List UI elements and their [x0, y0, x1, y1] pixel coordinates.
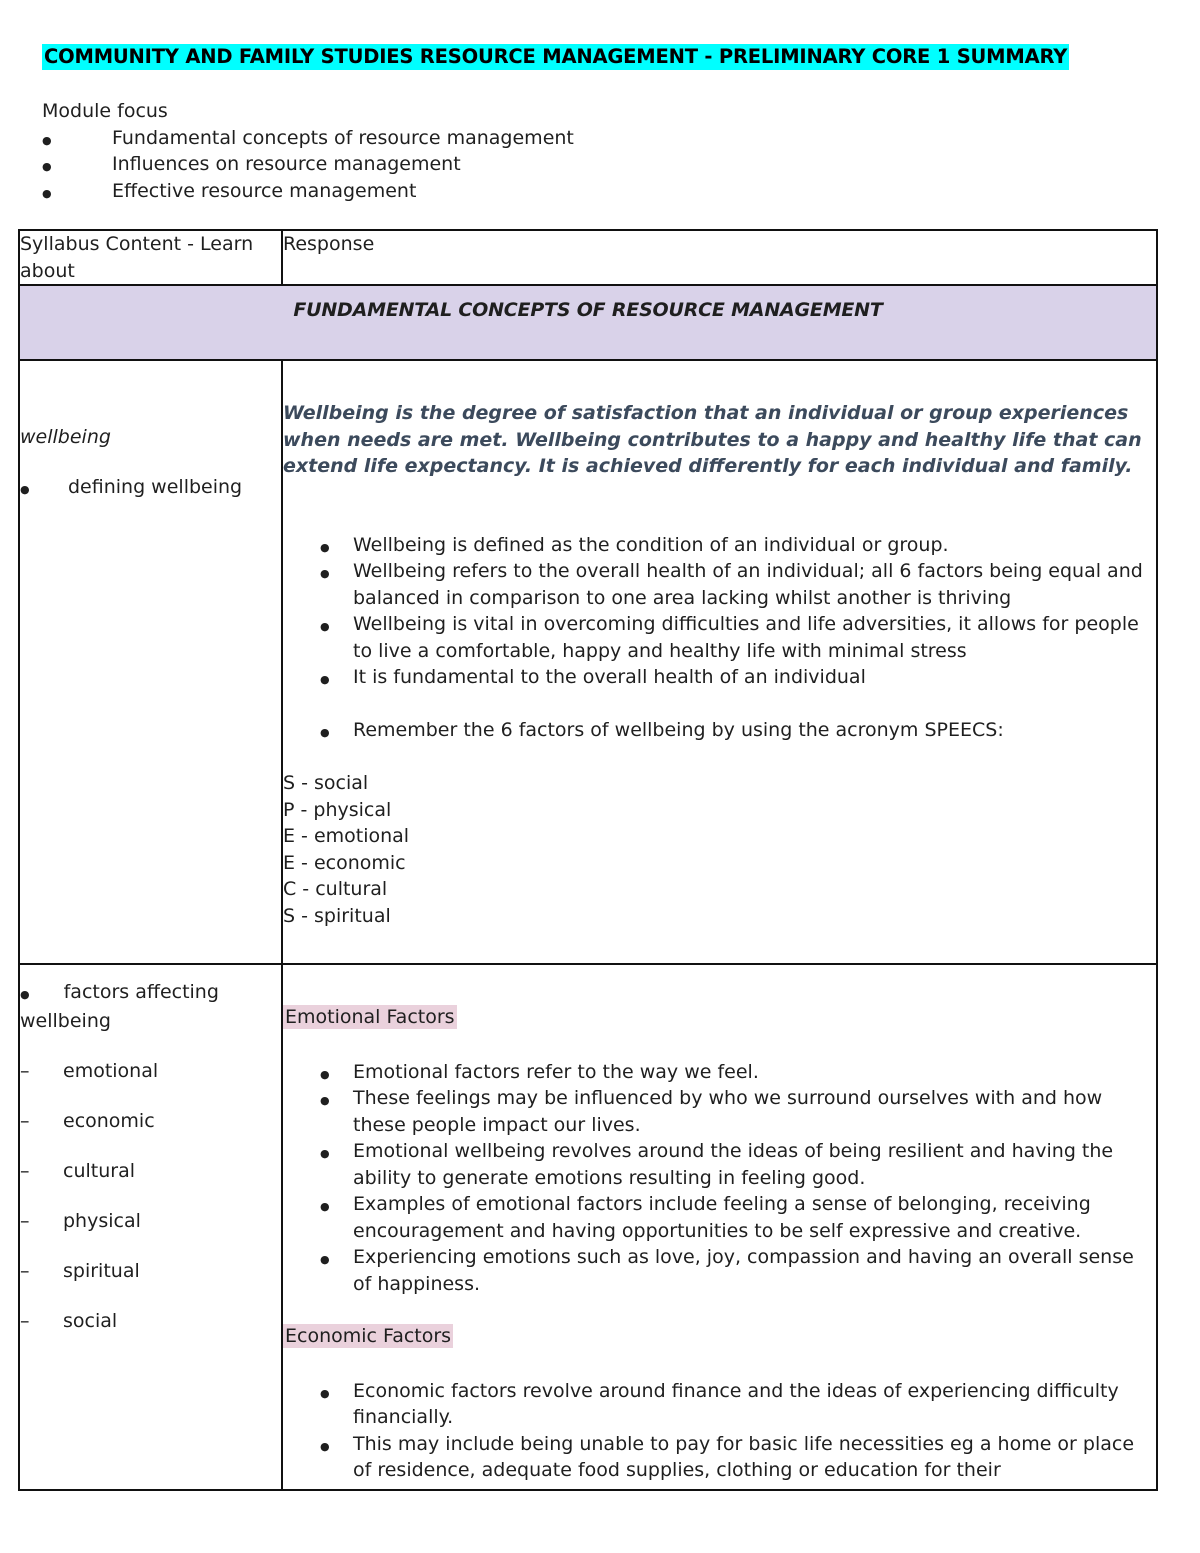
bullet-icon — [320, 1378, 330, 1408]
dash-icon: – — [20, 1110, 30, 1132]
list-item: ● Emotional wellbeing revolves around the ideas of being resilient and having the ability to generate emotions resulting in feeling good. — [283, 1138, 1156, 1191]
list-item: ● Examples of emotional factors include feeling a sense of belonging, receiving encouragement and having opportunities to be self expressive and creative. — [283, 1191, 1156, 1244]
bullet-icon — [320, 558, 330, 588]
section-row — [19, 285, 1157, 360]
bullet-icon — [320, 532, 330, 562]
module-focus — [42, 98, 574, 204]
table-header-row — [19, 230, 1157, 285]
economic-factors-heading: Economic Factors — [285, 1325, 452, 1347]
bullet-icon — [20, 981, 30, 1003]
table-row — [19, 964, 1157, 1490]
list-item: ● Economic factors revolve around finance and the ideas of experiencing difficulty financially. — [283, 1378, 1156, 1431]
list-item: ● Fundamental concepts of resource management — [42, 125, 574, 152]
acronym-item: E - economic — [283, 851, 406, 874]
wellbeing-bullets — [283, 532, 1156, 744]
bullet-icon — [320, 1431, 330, 1461]
factor-item: – spiritual — [20, 1260, 140, 1282]
bullet-icon — [320, 1138, 330, 1168]
list-item: ● These feelings may be influenced by who we surround ourselves with and how these people impact our lives. — [283, 1085, 1156, 1138]
bullet-icon — [320, 1191, 330, 1221]
list-item: ● Influences on resource management — [42, 151, 574, 178]
emotional-factors-heading: Emotional Factors — [285, 1006, 455, 1028]
factor-item: – economic — [20, 1110, 155, 1132]
section-title: FUNDAMENTAL CONCEPTS OF RESOURCE MANAGEMENT — [293, 299, 883, 321]
topic-heading: wellbeing — [20, 426, 111, 448]
row2-left-cell — [19, 964, 282, 1490]
acronym-item: C - cultural — [283, 878, 388, 900]
factor-item: – social — [20, 1310, 118, 1332]
module-focus-label: Module focus — [42, 100, 168, 122]
table-row — [19, 360, 1157, 964]
topic-bullet: ● factors affecting wellbeing — [20, 979, 281, 1034]
summary-table — [18, 229, 1158, 1491]
list-item: ● Wellbeing refers to the overall health of an individual; all 6 factors being equal and balanced in comparison to one area lacking whilst another is thriving — [283, 558, 1156, 611]
bullet-icon — [42, 125, 54, 155]
list-item: ● It is fundamental to the overall health of an individual — [283, 664, 1156, 691]
header-left-cell: Syllabus Content - Learn about — [19, 230, 282, 285]
module-focus-list — [42, 125, 574, 205]
bullet-icon — [320, 1085, 330, 1115]
list-item: ● This may include being unable to pay for basic life necessities eg a home or place of residence, adequate food supplies, clothing or education for their — [283, 1431, 1156, 1484]
acronym-item: P - physical — [283, 798, 392, 821]
dash-icon: – — [20, 1310, 30, 1332]
bullet-icon — [320, 717, 330, 747]
acronym-item: S - spiritual — [283, 904, 391, 927]
factor-item: – physical — [20, 1210, 141, 1232]
emotional-bullets — [283, 1059, 1156, 1298]
dash-icon: – — [20, 1060, 30, 1082]
bullet-icon — [20, 474, 30, 503]
acronym-item: E - emotional — [283, 825, 410, 847]
list-item: ● Wellbeing is defined as the condition of an individual or group. — [283, 532, 1156, 559]
document-title: COMMUNITY AND FAMILY STUDIES RESOURCE MANAGEMENT - PRELIMINARY CORE 1 SUMMARY — [44, 45, 1068, 68]
topic-bullet: ● defining wellbeing — [20, 474, 281, 500]
list-item: ● Wellbeing is vital in overcoming difficulties and life adversities, it allows for people to live a comfortable, happy and healthy life with minimal stress — [283, 611, 1156, 664]
wellbeing-definition: Wellbeing is the degree of satisfaction that an individual or group experiences when needs are met. Wellbeing contributes to a happy and healthy life that can extend life expectancy. It is achieved differently for each individual and family. — [283, 402, 1142, 477]
bullet-icon — [320, 1244, 330, 1274]
factor-item: – emotional — [20, 1060, 159, 1082]
row1-right-cell — [282, 360, 1157, 964]
list-item: ● Effective resource management — [42, 178, 574, 205]
bullet-icon — [320, 664, 330, 694]
row2-right-cell — [282, 964, 1157, 1490]
header-right-cell: Response — [282, 230, 1157, 285]
list-item: ● Remember the 6 factors of wellbeing by using the acronym SPEECS: — [283, 717, 1156, 744]
acronym-item: S - social — [283, 772, 369, 794]
dash-icon: – — [20, 1160, 30, 1182]
list-item: ● Experiencing emotions such as love, joy, compassion and having an overall sense of happiness. — [283, 1244, 1156, 1297]
economic-bullets — [283, 1378, 1156, 1484]
dash-icon: – — [20, 1210, 30, 1232]
row1-left-cell — [19, 360, 282, 964]
acronym-list — [283, 770, 1156, 929]
list-item: ● Emotional factors refer to the way we feel. — [283, 1059, 1156, 1086]
bullet-icon — [42, 178, 54, 208]
bullet-icon — [320, 611, 330, 641]
factor-item: – cultural — [20, 1160, 135, 1182]
bullet-icon — [320, 1059, 330, 1089]
section-title-cell — [19, 285, 1157, 360]
bullet-icon — [42, 151, 54, 181]
dash-icon: – — [20, 1260, 30, 1282]
